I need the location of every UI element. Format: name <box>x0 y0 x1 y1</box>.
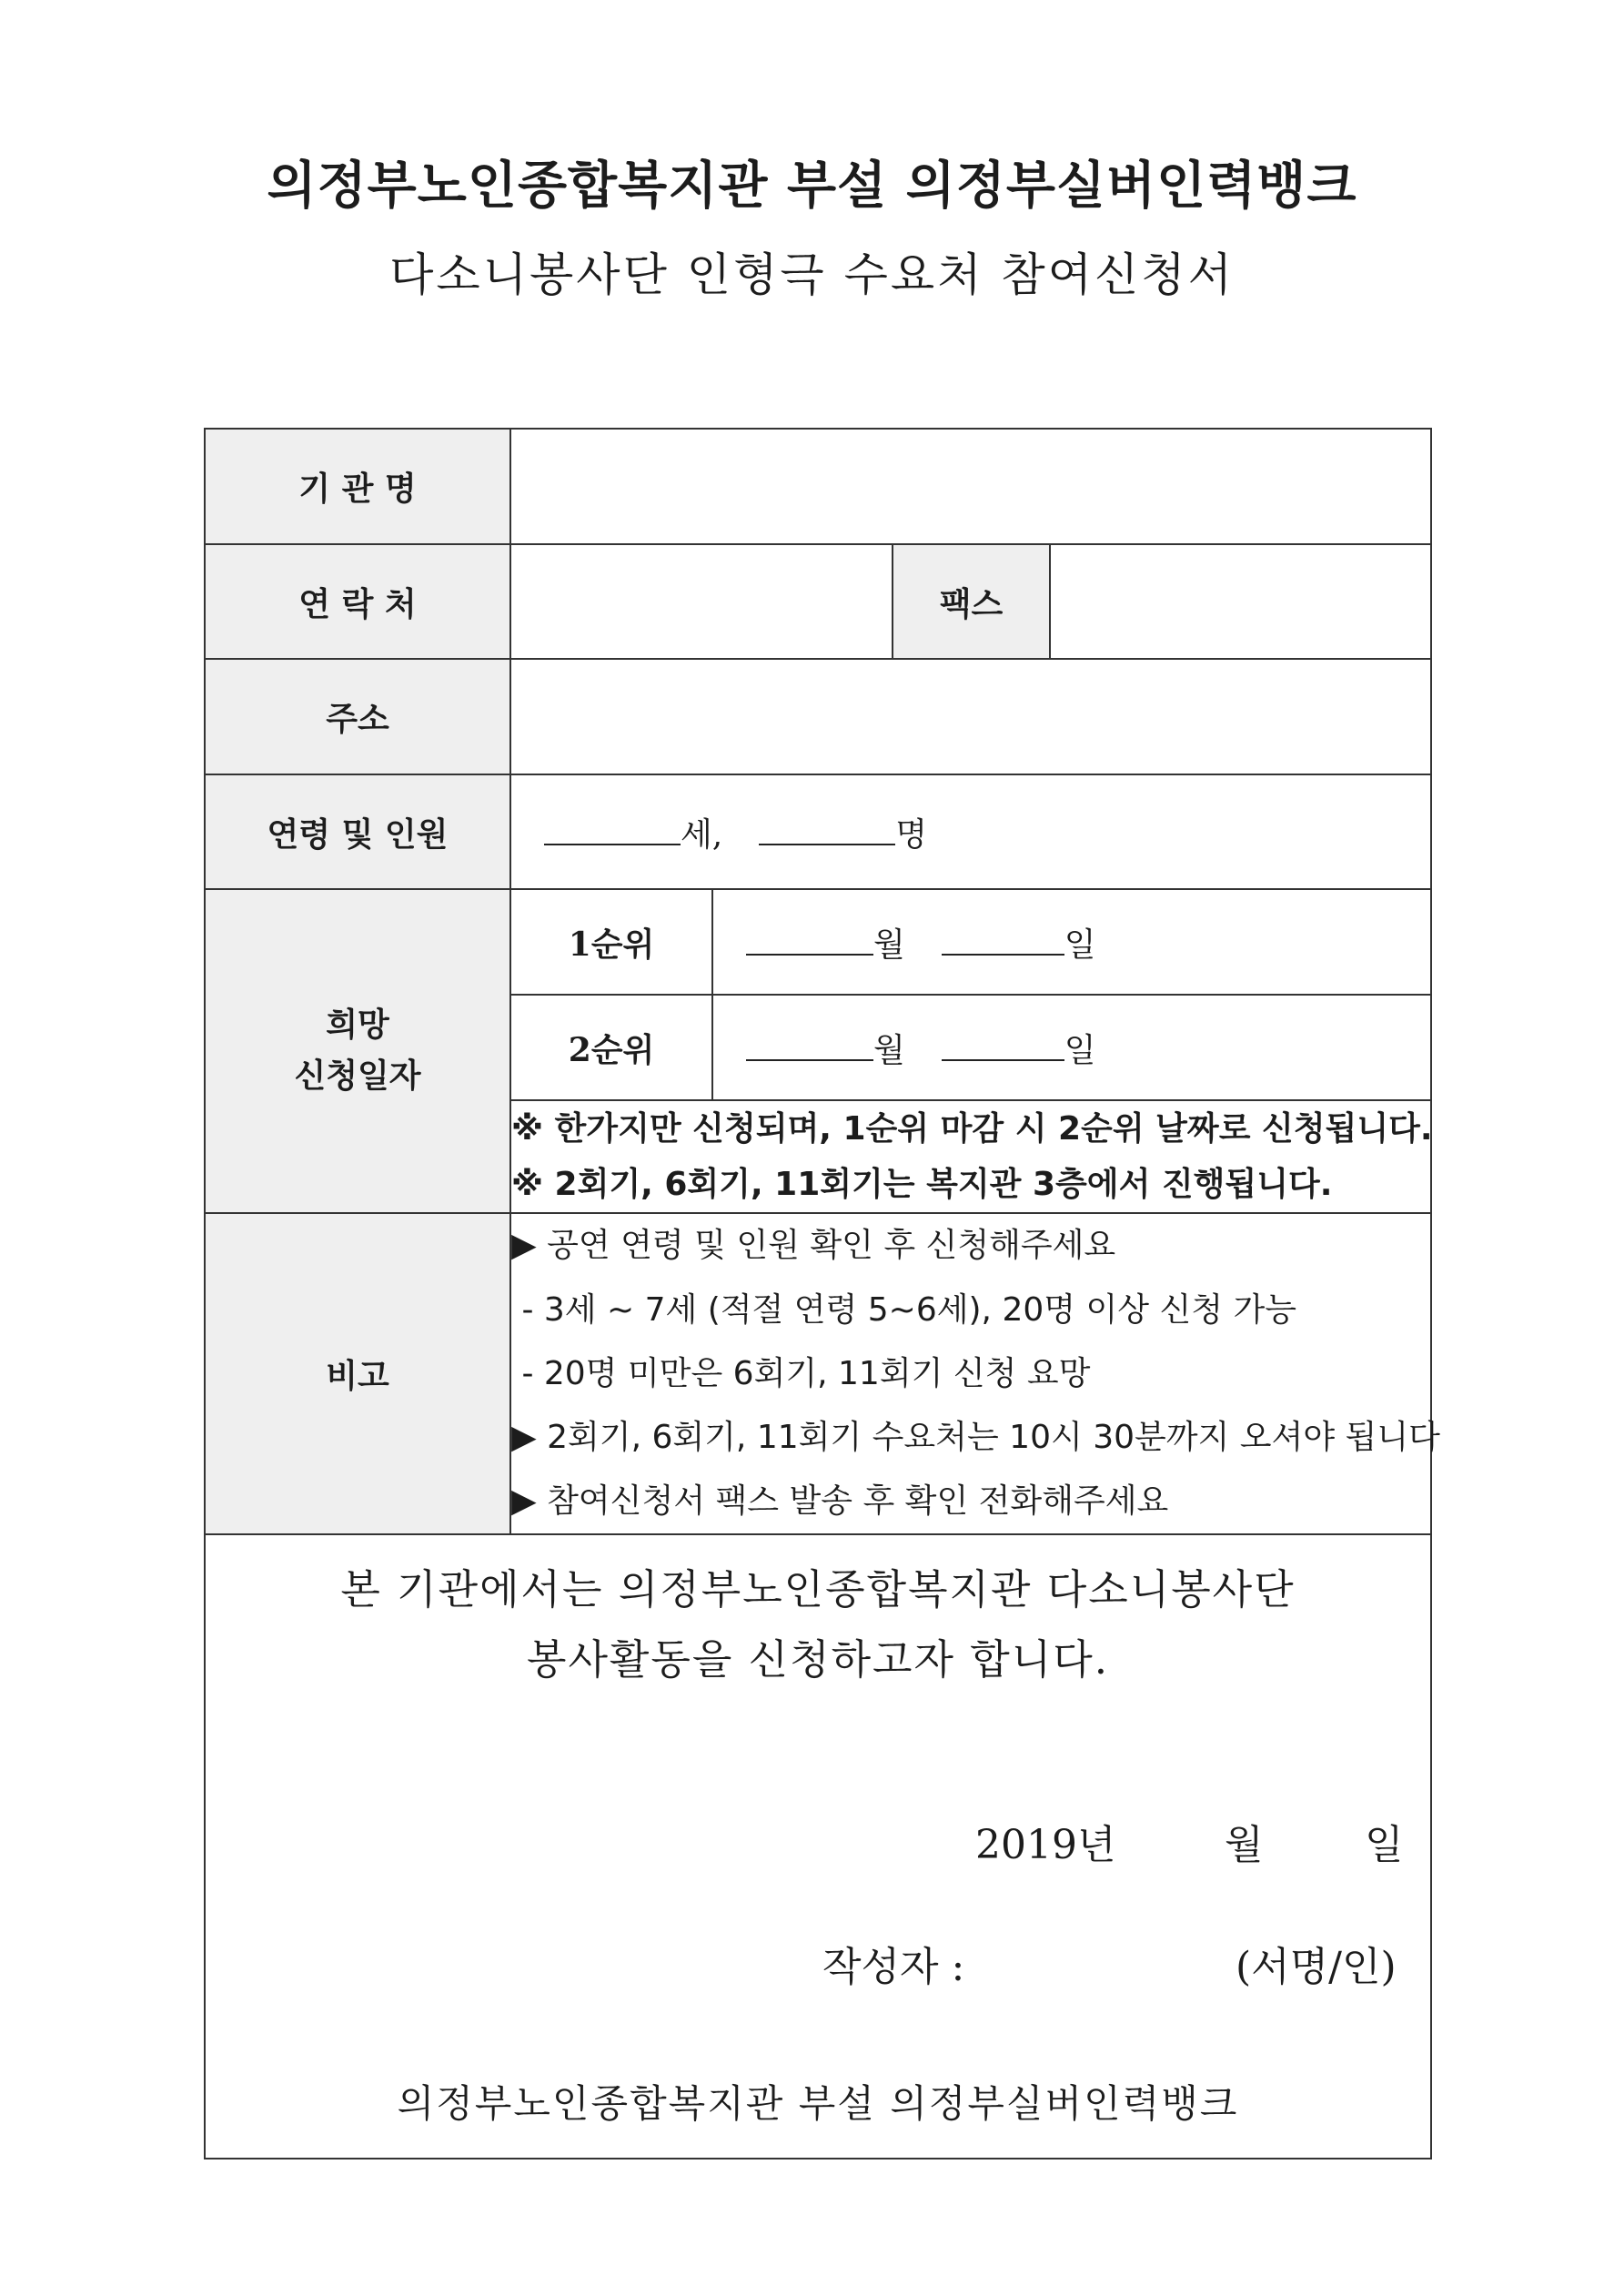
fax-field[interactable] <box>1050 544 1431 659</box>
age-unit: 세, <box>681 815 723 854</box>
remarks-item: ▶ 참여신청서 팩스 발송 후 확인 전화해주세요 <box>511 1482 1169 1521</box>
second-day-blank[interactable] <box>942 1028 1064 1061</box>
writer-label: 작성자 : <box>822 1944 965 1991</box>
first-day-blank[interactable] <box>942 923 1064 956</box>
remarks-item: - 20명 미만은 6회기, 11회기 신청 요망 <box>511 1354 1091 1392</box>
signature-label[interactable]: (서명/인) <box>1236 1944 1397 1991</box>
second-month-unit: 월 <box>873 1031 905 1069</box>
remarks-item: ▶ 2회기, 6회기, 11회기 수요처는 10시 30분까지 오셔야 됩니다 <box>511 1418 1440 1456</box>
age-count-label: 연령 및 인원 <box>205 774 510 889</box>
document-subtitle: 다소니봉사단 인형극 수요처 참여신청서 <box>389 248 1235 301</box>
date-year: 2019년 <box>975 1822 1116 1869</box>
date-day[interactable]: 일 <box>1365 1822 1404 1869</box>
age-count-field[interactable] <box>510 774 1431 889</box>
second-choice-field[interactable] <box>712 995 1431 1100</box>
address-field[interactable] <box>510 659 1431 774</box>
second-day-unit: 일 <box>1064 1031 1096 1069</box>
declaration-line: 봉사활동을 신청하고자 합니다. <box>526 1634 1110 1684</box>
schedule-note: ※ 한가지만 신청되며, 1순위 마감 시 2순위 날짜로 신청됩니다. <box>511 1110 1433 1148</box>
preferred-date-label-line1: 희망 <box>326 1006 389 1045</box>
schedule-note: ※ 2회기, 6회기, 11회기는 복지관 3층에서 진행됩니다. <box>511 1166 1333 1204</box>
remarks-list <box>510 1213 1440 1534</box>
address-label: 주소 <box>205 659 510 774</box>
remarks-item: - 3세 ~ 7세 (적절 연령 5~6세), 20명 이상 신청 가능 <box>511 1290 1297 1329</box>
second-month-blank[interactable] <box>746 1028 873 1061</box>
declaration-line: 본 기관에서는 의정부노인종합복지관 다소니봉사단 <box>340 1565 1296 1614</box>
contact-field[interactable] <box>510 544 893 659</box>
contact-label: 연 락 처 <box>205 544 510 659</box>
first-month-unit: 월 <box>873 925 905 964</box>
count-blank[interactable] <box>759 813 895 845</box>
age-blank[interactable] <box>544 813 681 845</box>
first-month-blank[interactable] <box>746 923 873 956</box>
remarks-label: 비고 <box>205 1213 510 1534</box>
first-day-unit: 일 <box>1064 925 1096 964</box>
second-choice-label: 2순위 <box>510 995 712 1100</box>
preferred-date-label <box>205 889 510 1213</box>
count-unit: 명 <box>895 815 928 854</box>
schedule-notes <box>510 1100 1431 1213</box>
preferred-date-label-line2: 신청일자 <box>294 1057 421 1096</box>
closing-section <box>205 1534 1431 2159</box>
first-choice-field[interactable] <box>712 889 1431 995</box>
first-choice-label: 1순위 <box>510 889 712 995</box>
remarks-item: ▶ 공연 연령 및 인원 확인 후 신청해주세요 <box>511 1227 1116 1265</box>
fax-label: 팩스 <box>893 544 1050 659</box>
institution-field[interactable] <box>510 429 1431 544</box>
institution-label: 기 관 명 <box>205 429 510 544</box>
footer-organization: 의정부노인종합복지관 부설 의정부실버인력뱅크 <box>397 2081 1239 2127</box>
application-form <box>204 428 1440 2159</box>
declaration-text <box>206 1555 1430 1694</box>
date-month[interactable]: 월 <box>1225 1822 1264 1869</box>
document-title: 의정부노인종합복지관 부설 의정부실버인력뱅크 <box>267 157 1357 216</box>
